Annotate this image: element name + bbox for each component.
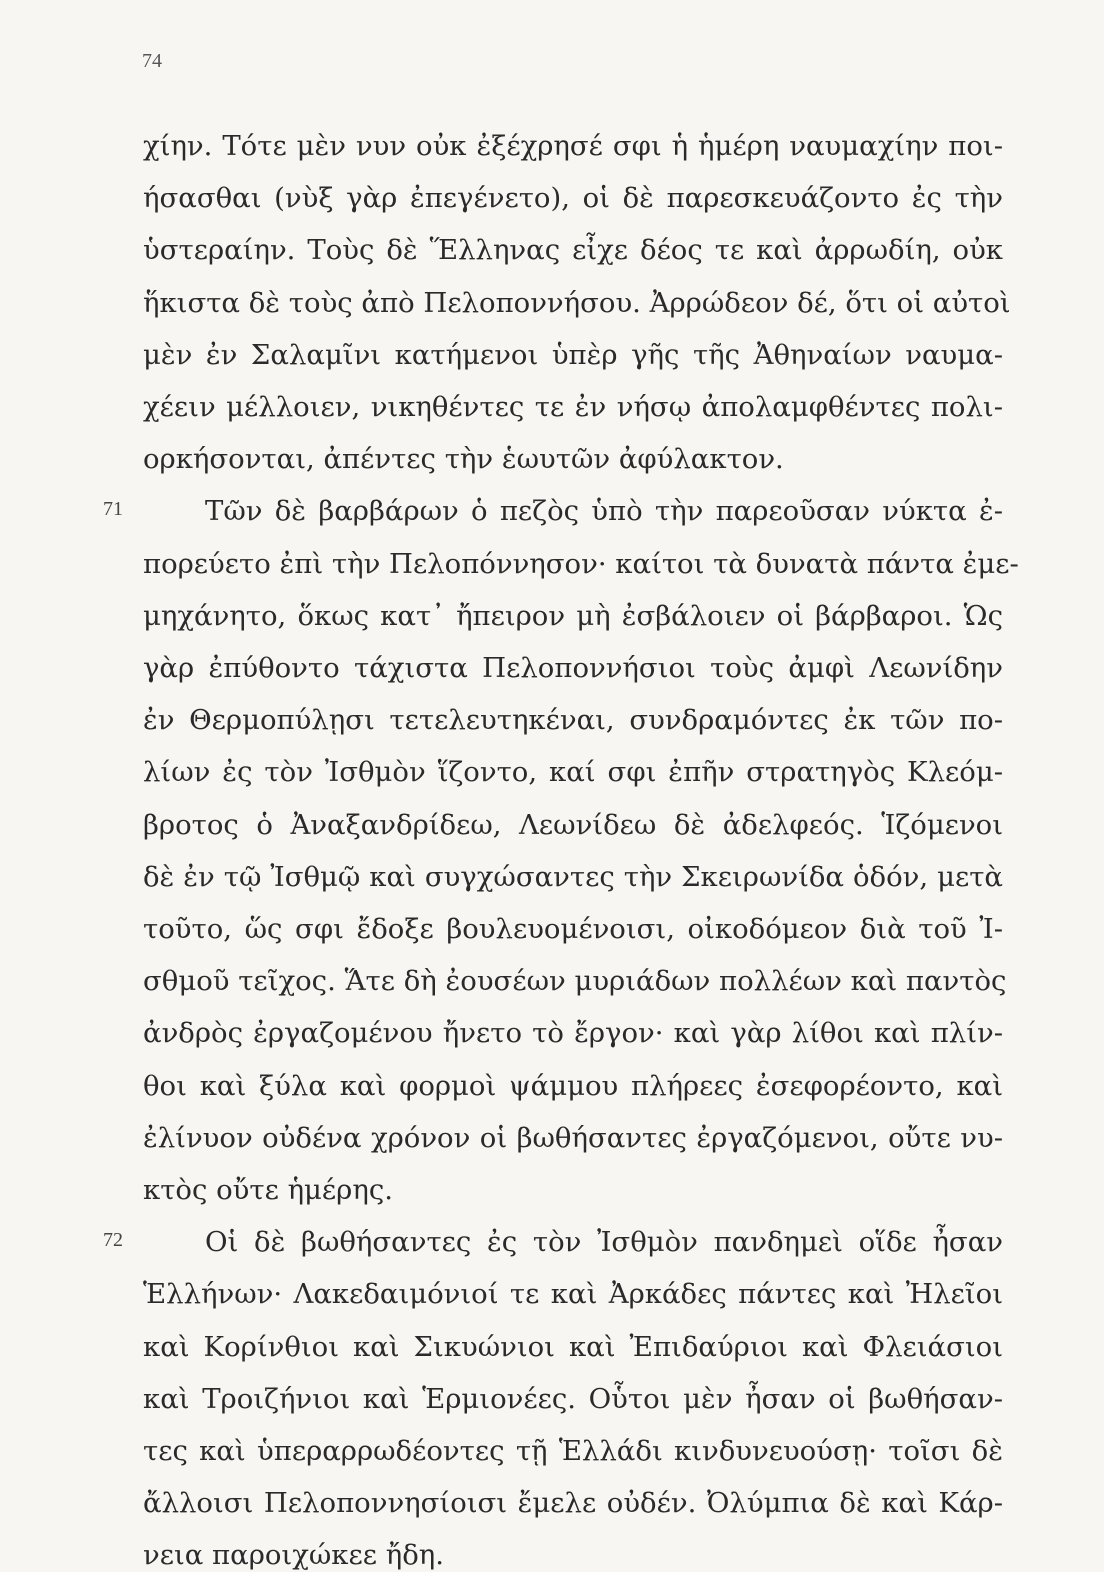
- text-line: κτὸς οὔτε ἡμέρης.: [143, 1174, 393, 1206]
- text-line: γὰρ ἐπύθοντο τάχιστα Πελοποννήσιοι τοὺς ἀμφὶ Λεωνίδην: [143, 652, 1003, 684]
- section-number: 72: [103, 1229, 123, 1252]
- text-line: πορεύετο ἐπὶ τὴν Πελοπόννησον· καίτοι τὰ δυνατὰ πάντα ἐμε-: [143, 547, 1019, 580]
- text-line: καὶ Κορίνθιοι καὶ Σικυώνιοι καὶ Ἐπιδαύριοι καὶ Φλειάσιοι: [143, 1330, 1003, 1363]
- text-line: σθμοῦ τεῖχος. Ἅτε δὴ ἐουσέων μυριάδων πολλέων καὶ παντὸς: [143, 965, 1007, 998]
- text-line: καὶ Τροιζήνιοι καὶ Ἑρμιονέες. Οὗτοι μὲν ἦσαν οἱ βωθήσαν-: [143, 1382, 1003, 1415]
- text-line: ἐν Θερμοπύλῃσι τετελευτηκέναι, συνδραμόντες ἐκ τῶν πο-: [143, 704, 1003, 737]
- text-line: μηχάνητο, ὅκως κατ᾽ ἤπειρον μὴ ἐσβάλοιεν οἱ βάρβαροι. Ὡς: [143, 599, 1003, 632]
- text-line: βροτος ὁ Ἀναξανδρίδεω, Λεωνίδεω δὲ ἀδελφεός. Ἱζόμενοι: [143, 808, 1003, 841]
- text-line: ἄλλοισι Πελοποννησίοισι ἔμελε οὐδέν. Ὀλύμπια δὲ καὶ Κάρ-: [143, 1487, 1003, 1520]
- page-number: 74: [142, 50, 162, 72]
- text-line: ἐλίνυον οὐδένα χρόνον οἱ βωθήσαντες ἐργαζόμενοι, οὔτε νυ-: [143, 1121, 1003, 1154]
- text-line: Τῶν δὲ βαρβάρων ὁ πεζὸς ὑπὸ τὴν παρεοῦσαν νύκτα ἐ-: [205, 495, 1003, 528]
- text-line: ορκήσονται, ἀπέντες τὴν ἑωυτῶν ἀφύλακτον.: [143, 443, 784, 476]
- text-line: δὲ ἐν τῷ Ἰσθμῷ καὶ συγχώσαντες τὴν Σκειρωνίδα ὁδόν, μετὰ: [143, 860, 1003, 893]
- text-line: λίων ἐς τὸν Ἰσθμὸν ἵζοντο, καί σφι ἐπῆν στρατηγὸς Κλεόμ-: [143, 756, 1003, 789]
- text-line: Οἱ δὲ βωθήσαντες ἐς τὸν Ἰσθμὸν πανδημεὶ οἵδε ἦσαν: [205, 1226, 1003, 1259]
- section-number: 71: [103, 498, 123, 521]
- text-line: ἥκιστα δὲ τοὺς ἀπὸ Πελοποννήσου. Ἀρρώδεον δέ, ὅτι οἱ αὐτοὶ: [143, 286, 1011, 319]
- text-line: χίην. Τότε μὲν νυν οὐκ ἐξέχρησέ σφι ἡ ἡμέρη ναυμαχίην ποι-: [143, 130, 1003, 162]
- text-line: ήσασθαι (νὺξ γὰρ ἐπεγένετο), οἱ δὲ παρεσκευάζοντο ἐς τὴν: [143, 182, 1003, 215]
- text-line: θοι καὶ ξύλα καὶ φορμοὶ ψάμμου πλήρεες ἐσεφορέοντο, καὶ: [143, 1069, 1003, 1102]
- text-line: νεια παροιχώκεε ἤδη.: [143, 1539, 444, 1572]
- text-line: ἀνδρὸς ἐργαζομένου ἤνετο τὸ ἔργον· καὶ γὰρ λίθοι καὶ πλίν-: [143, 1017, 1003, 1050]
- text-line: ὑστεραίην. Τοὺς δὲ Ἕλληνας εἶχε δέος τε καὶ ἀρρωδίη, οὐκ: [143, 234, 1003, 267]
- text-line: τοῦτο, ὥς σφι ἔδοξε βουλευομένοισι, οἰκοδόμεον διὰ τοῦ Ἰ-: [143, 913, 1003, 945]
- text-line: τες καὶ ὑπεραρρωδέοντες τῇ Ἑλλάδι κινδυνευούσῃ· τοῖσι δὲ: [143, 1435, 1003, 1467]
- text-line: μὲν ἐν Σαλαμῖνι κατήμενοι ὑπὲρ γῆς τῆς Ἀθηναίων ναυμα-: [143, 338, 1003, 371]
- text-line: χέειν μέλλοιεν, νικηθέντες τε ἐν νήσῳ ἀπολαμφθέντες πολι-: [143, 391, 1003, 423]
- text-line: Ἑλλήνων· Λακεδαιμόνιοί τε καὶ Ἀρκάδες πάντες καὶ Ἠλεῖοι: [143, 1278, 1003, 1311]
